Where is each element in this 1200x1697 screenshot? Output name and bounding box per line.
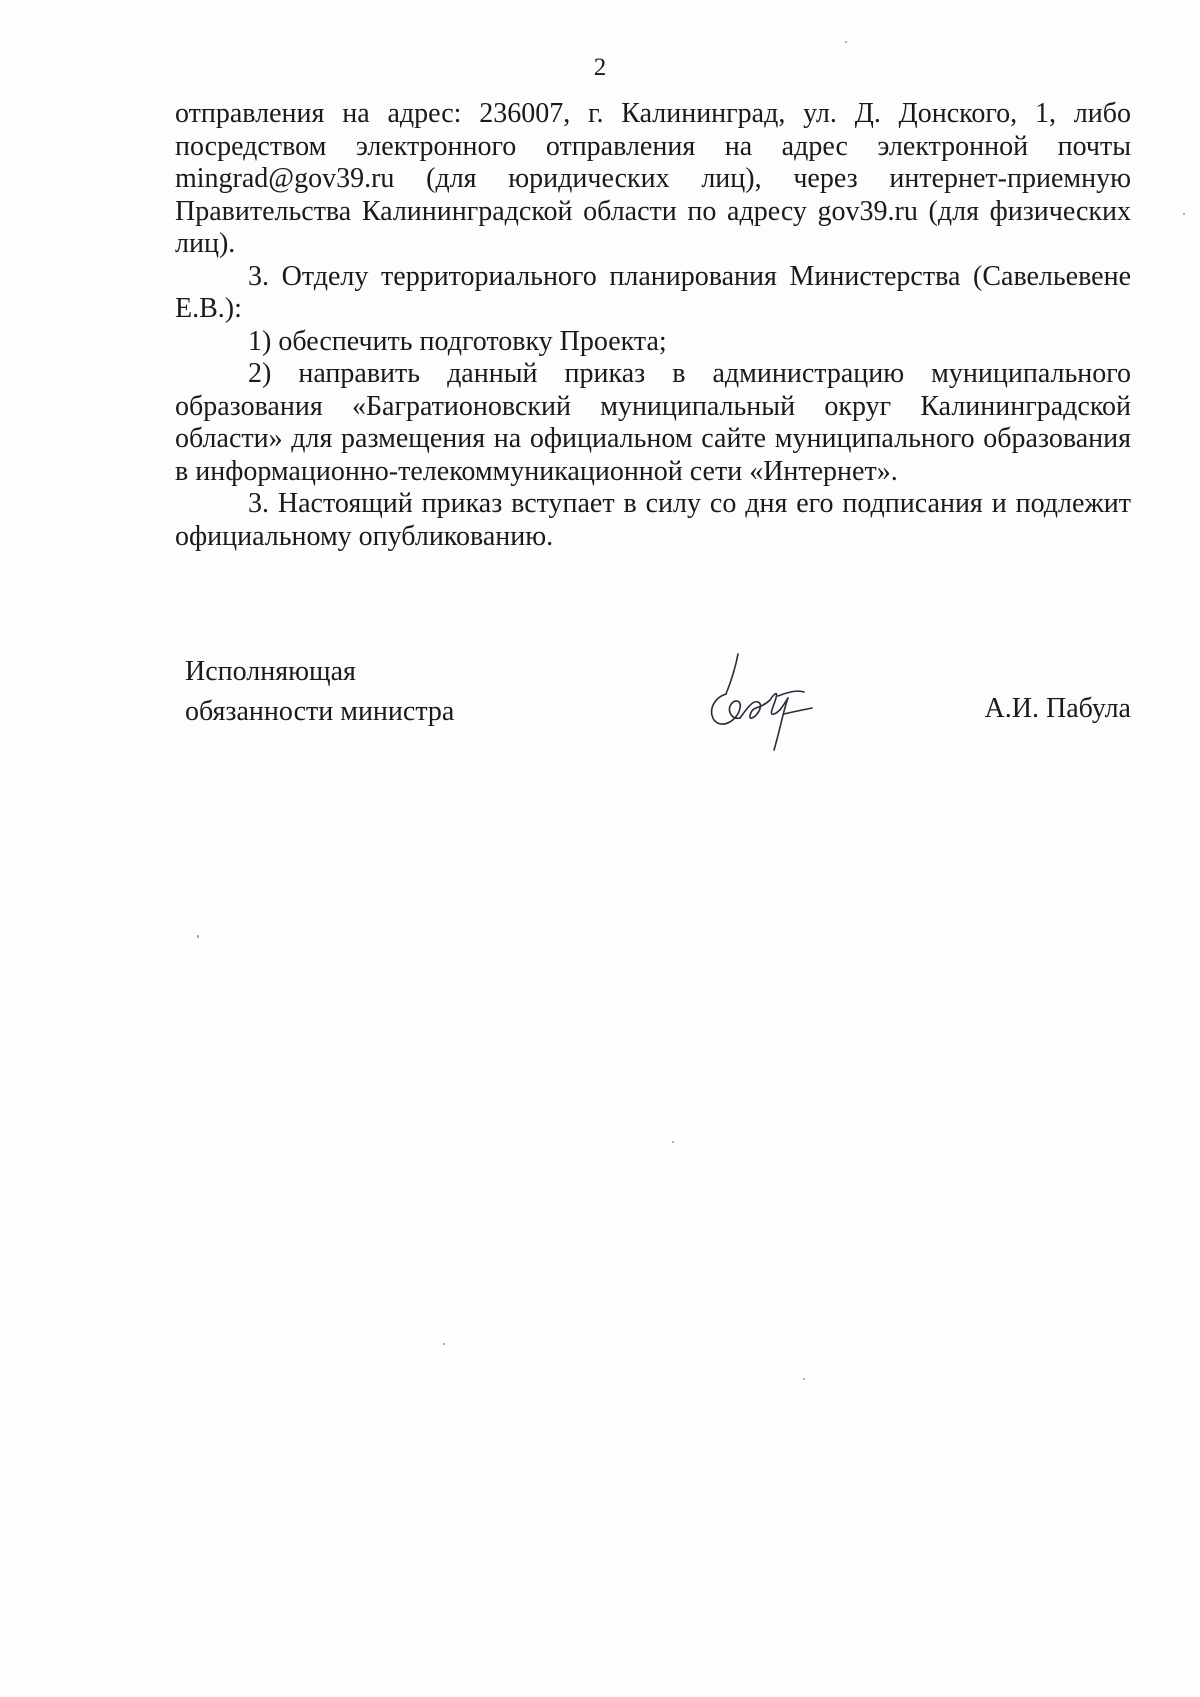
paragraph-item-3-effective: 3. Настоящий приказ вступает в силу со дня его подписания и подлежит официальному опубликованию. bbox=[175, 488, 1131, 552]
scan-speck bbox=[1183, 213, 1185, 215]
paragraph-address-continuation: отправления на адрес: 236007, г. Калининград, ул. Д. Донского, 1, либо посредством электронного отправления на адрес электронной почты mingrad@gov39.ru (для юридических лиц), через интернет-приемную Правительства Калининградской области по адресу gov39.ru (для физических лиц). bbox=[175, 98, 1131, 259]
document-body bbox=[175, 98, 1131, 553]
paragraph-subitem-2: 2) направить данный приказ в администрацию муниципального образования «Багратионовский муниципальный округ Калининградской области» для размещения на официальном сайте муниципального образования в информационно-телекоммуникационной сети «Интернет». bbox=[175, 358, 1131, 487]
scan-speck bbox=[803, 1378, 805, 1380]
paragraph-subitem-1: 1) обеспечить подготовку Проекта; bbox=[248, 325, 667, 357]
signatory-position-line1: Исполняющая bbox=[185, 656, 356, 687]
signatory-name: А.И. Пабула bbox=[984, 693, 1131, 724]
scan-speck bbox=[845, 41, 847, 43]
scan-speck bbox=[672, 1141, 674, 1143]
scan-speck bbox=[197, 935, 199, 938]
handwritten-signature bbox=[700, 650, 840, 760]
paragraph-item-3-department: 3. Отделу территориального планирования Министерства (Савельевене Е.В.): bbox=[175, 260, 1131, 324]
page-number: 2 bbox=[593, 54, 607, 81]
scan-speck bbox=[443, 1343, 445, 1345]
signatory-position bbox=[185, 652, 454, 732]
signatory-position-line2: обязанности министра bbox=[185, 696, 455, 727]
